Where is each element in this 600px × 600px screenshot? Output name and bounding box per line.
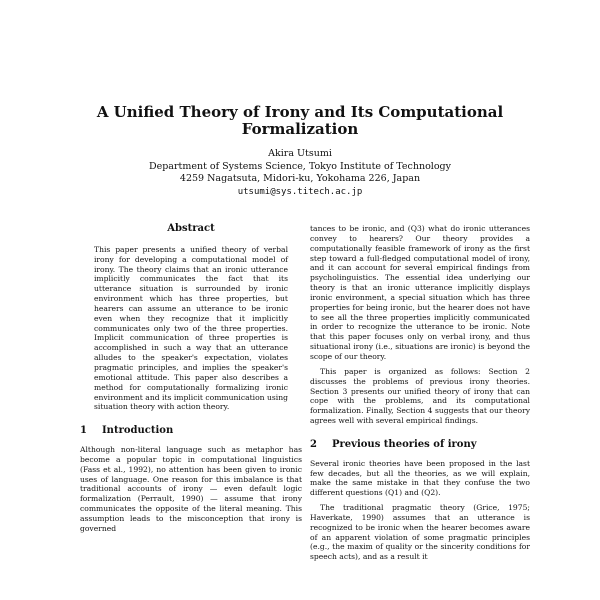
- section-2-title: Previous theories of irony: [332, 438, 477, 450]
- author-block: [0, 148, 600, 198]
- intro-paragraph-1: Although non-literal language such as metaphor has become a popular topic in computational linguistics (Fass et al., 1992), no attention has been given to ironic uses of language. One reason for this imbalance is that traditional accounts of irony — even default logic formalization (Perrault, 1990) — assume that irony communicates the opposite of the literal meaning. This assumption leads to the misconception that irony is governed: [80, 445, 302, 533]
- abstract-text: This paper presents a unified theory of verbal irony for developing a computational model of irony. The theory claims that an ironic utterance implicitly communicates the fact that its utterance situation is surrounded by ironic environment which has three properties, but hearers can assume an utterance to be ironic even when they recognize that it implicitly communicates only two of the three properties. Implicit communication of three properties is accomplished in such a way that an utterance alludes to the speaker's expectation, violates pragmatic principles, and implies the speaker's emotional attitude. This paper also describes a method for computationally formalizing ironic environment and its implicit communication using situation theory with action theory.: [94, 244, 288, 412]
- section-1-heading: [80, 426, 302, 436]
- section-1-title: Introduction: [102, 425, 174, 437]
- title-line-1: A Unified Theory of Irony and Its Computational: [96, 103, 504, 121]
- author-email: utsumi@sys.titech.ac.jp: [237, 186, 363, 197]
- section-2-heading: [310, 440, 530, 450]
- intro-paragraph-2: tances to be ironic, and (Q3) what do ironic utterances convey to hearers? Our theory provides a computationally feasible framework of irony as the first step toward a full-fledged computational model of irony, and it can account for several empirical findings from psycholinguistics. The essential idea underlying our theory is that an ironic utterance implicitly displays ironic environment, a special situation which has three properties for being ironic, but the hearer does not have to see all the three properties implicitly communicated in order to recognize the utterance to be ironic. Note that this paper focuses only on verbal irony, and thus situational irony (i.e., situations are ironic) is beyond the scope of our theory.: [310, 224, 530, 361]
- section-1-number: 1: [80, 425, 87, 437]
- previous-theories-paragraph-2: The traditional pragmatic theory (Grice, 1975; Haverkate, 1990) assumes that an utterance is recognized to be ironic when the hearer becomes aware of an apparent violation of some pragmatic principles (e.g., the maxim of quality or the sincerity conditions for speech acts), and as a result it: [310, 503, 530, 562]
- right-column: [310, 224, 530, 567]
- author-affiliation: Department of Systems Science, Tokyo Institute of Technology: [148, 160, 451, 172]
- section-2-number: 2: [310, 438, 317, 450]
- paper-title: [0, 104, 600, 138]
- abstract-heading: Abstract: [167, 223, 215, 234]
- author-name: Akira Utsumi: [268, 148, 332, 159]
- intro-paragraph-3: This paper is organized as follows: Section 2 discusses the problems of previous irony theories. Section 3 presents our unified theory of irony that can cope with the problems, and its computational formalization. Finally, Section 4 suggests that our theory agrees well with several empirical findings.: [310, 366, 530, 426]
- abstract-body: [94, 245, 288, 412]
- title-line-2: Formalization: [241, 120, 359, 138]
- left-column: [80, 224, 302, 539]
- previous-theories-paragraph-1: Several ironic theories have been proposed in the last few decades, but all the theories, as we will explain, make the same mistake in that they confuse the two different questions (Q1) and (Q2).: [310, 458, 530, 498]
- author-address: 4259 Nagatsuta, Midori-ku, Yokohama 226, Japan: [179, 173, 421, 184]
